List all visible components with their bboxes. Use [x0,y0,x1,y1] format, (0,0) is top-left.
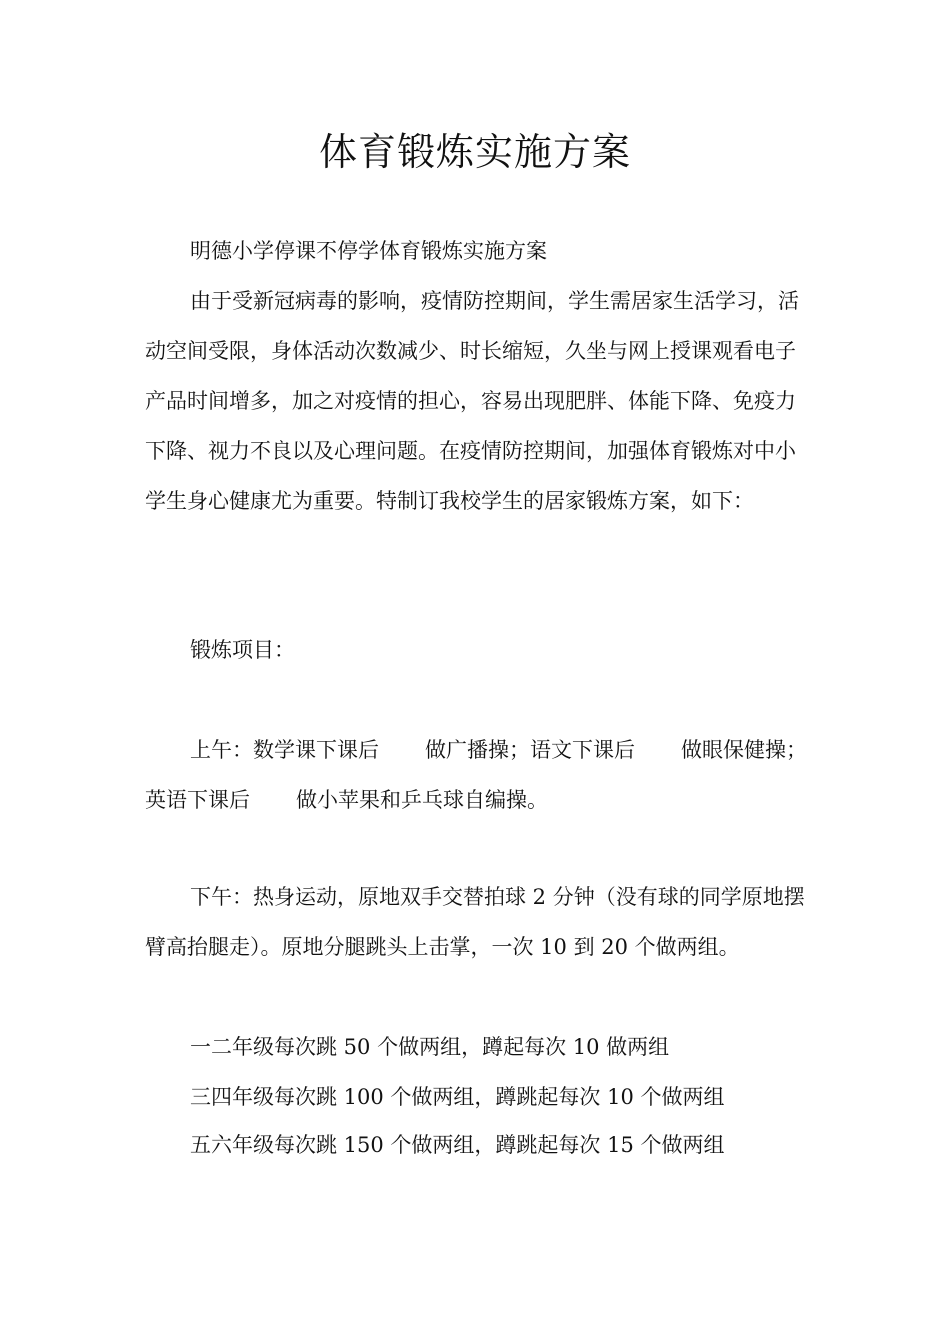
morning-part-1: 上午：数学课下课后 [190,738,379,762]
morning-part-2: 做广播操；语文下课后 [425,738,635,762]
document-title: 体育锻炼实施方案 [318,130,631,174]
subtitle: 明德小学停课不停学体育锻炼实施方案 [190,239,547,263]
morning-paragraph [145,725,815,825]
grade-line-1: 一二年级每次跳 50 个做两组，蹲起每次 10 做两组 [190,1035,670,1059]
morning-part-4: 做小苹果和乒乓球自编操。 [296,788,548,812]
items-heading: 锻炼项目： [190,638,295,662]
afternoon-paragraph: 下午：热身运动，原地双手交替拍球 2 分钟（没有球的同学原地摆臂高抬腿走）。原地分腿跳头上击掌，一次 10 到 20 个做两组。 [145,885,805,959]
grade-line-2: 三四年级每次跳 100 个做两组，蹲跳起每次 10 个做两组 [190,1085,725,1109]
grade-line-3: 五六年级每次跳 150 个做两组，蹲跳起每次 15 个做两组 [190,1133,725,1157]
morning-part-3: 做眼保健操；英语下课后 [145,738,807,812]
intro-paragraph: 由于受新冠病毒的影响，疫情防控期间，学生需居家生活学习，活动空间受限，身体活动次数减少、时长缩短，久坐与网上授课观看电子产品时间增多，加之对疫情的担心，容易出现肥胖、体能下降、免疫力下降、视力不良以及心理问题。在疫情防控期间，加强体育锻炼对中小学生身心健康尤为重要。特制订我校学生的居家锻炼方案，如下： [145,289,799,513]
